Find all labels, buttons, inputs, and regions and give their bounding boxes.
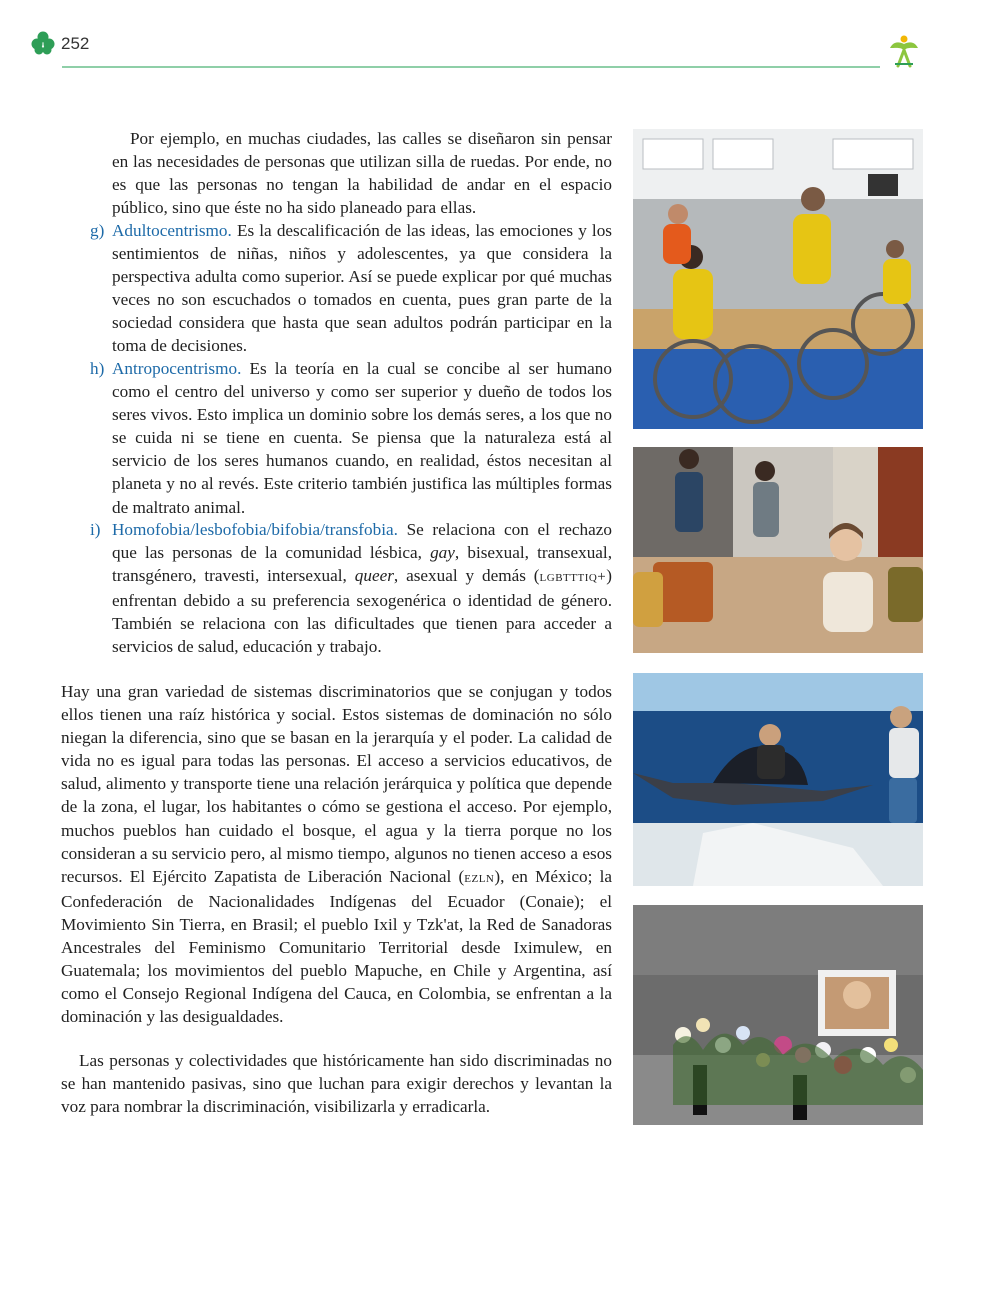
closing-paragraph: Las personas y colectividades que históricamente han sido discriminadas no se han mantenido pasivas, sino que luchan para exigir derechos y levantan la voz para nombrar la discriminación, visibilizarla y erradicarla. xyxy=(61,1051,612,1117)
item-letter: i) xyxy=(90,520,101,539)
acronym-lgbtttiq: lgbtttiq+ xyxy=(539,569,607,586)
intro-paragraph: Por ejemplo, en muchas ciudades, las calles se diseñaron sin pensar en las necesidades de personas que utilizan silla de ruedas. Por ende, no es que las personas no tengan la habilidad de andar en el espacio público, sino que éste no ha sido planeado para ellas. xyxy=(112,129,612,218)
main-paragraph xyxy=(61,680,612,1028)
list-item-homofobia xyxy=(90,518,612,659)
person-sprout-icon xyxy=(886,34,922,70)
item-term: Antropocentrismo. xyxy=(112,359,242,378)
item-term: Adultocentrismo. xyxy=(112,221,232,240)
sailfish-boat-photo xyxy=(633,673,923,886)
item-text: Es la descalificación de las ideas, las emociones y los sentimientos de niñas, niños y adolescentes, ya que considera la perspectiva adulta como superior. Así se puede explicar por qué muchas veces no son escuchados o tomados en cuenta, pues gran parte de la sociedad considera que hasta que sean adultos podrán participar en la toma de decisiones. xyxy=(112,221,612,356)
main-paragraph-part2: ), en México; la Confederación de Nacionalidades Indígenas del Ecuador (Conaie); el Movimiento Sin Tierra, en Brasil; el pueblo Ixil y Tzk'at, la Red de Sanadoras Ancestrales del Feminismo Comunitario Territorial desde Iximulew, en Guatemala; los movimientos del pueblo Mapuche, en Chile y Argentina, así como el Consejo Regional Indígena del Cauca, en Colombia, se enfrentan a la dominación y las desigualdades. xyxy=(61,866,612,1027)
item-letter: h) xyxy=(90,359,105,378)
item-text: Se relaciona con el rechazo que las personas de la comunidad lésbica, xyxy=(112,520,612,563)
green-clover-icon xyxy=(30,30,56,56)
list-item-antropocentrismo xyxy=(90,357,612,519)
item-text: ) enfrentan debido a su preferencia sexogenérica o identidad de género. También se relaciona con las dificultades que tienen para acceder a servicios de salud, educación y trabajo. xyxy=(112,566,612,657)
main-paragraph-part1: Hay una gran variedad de sistemas discriminatorios que se conjugan y todos ellos tienen una raíz histórica y social. Estos sistemas de dominación no sólo niegan la diferencia, sino que se basan en la jerarquía y el poder. La calidad de vida no es igual para todas las personas. El acceso a servicios educativos, de salud, alimento y transporte tiene una relación jerárquica y política que depende de la zona, el lugar, los habitantes o cómo se gestiona el acceso. Por ejemplo, muchos pueblos han cuidado el bosque, el agua y la tierra porque no los consideran a su servicio pero, al mismo tiempo, algunos no tienen acceso a esos recursos. El Ejército Zapatista de Liberación Nacional ( xyxy=(61,682,612,886)
acronym-ezln: ezln xyxy=(464,869,495,886)
memorial-flowers-photo xyxy=(633,905,923,1125)
item-text: , bisexual, transexual, transgénero, travesti, intersexual, xyxy=(112,543,612,586)
item-text: Es la teoría en la cual se concibe al ser humano como el centro del universo y como ser superior y dueño de todos los seres vivos. Esto implica un dominio sobre los demás seres, a los que no se cuida ni se tiene en cuenta. Se piensa que la naturaleza está al servicio de los seres humanos cuando, en realidad, éstos necesitan al planeta y no al revés. Este criterio también justifica las múltiples formas de maltrato animal. xyxy=(112,359,612,517)
item-letter: g) xyxy=(90,221,105,240)
item-text: , asexual y demás ( xyxy=(393,566,540,586)
header-rule xyxy=(62,66,880,68)
item-term: Homofobia/lesbofobia/bifobia/transfobia. xyxy=(112,520,398,539)
list-item-adultocentrismo xyxy=(90,219,612,358)
page-header xyxy=(0,0,986,80)
page-number: 252 xyxy=(61,34,90,53)
family-living-room-photo xyxy=(633,447,923,653)
wheelchair-basketball-photo xyxy=(633,129,923,429)
item-italic: queer xyxy=(354,566,394,586)
item-italic: gay xyxy=(430,543,455,563)
